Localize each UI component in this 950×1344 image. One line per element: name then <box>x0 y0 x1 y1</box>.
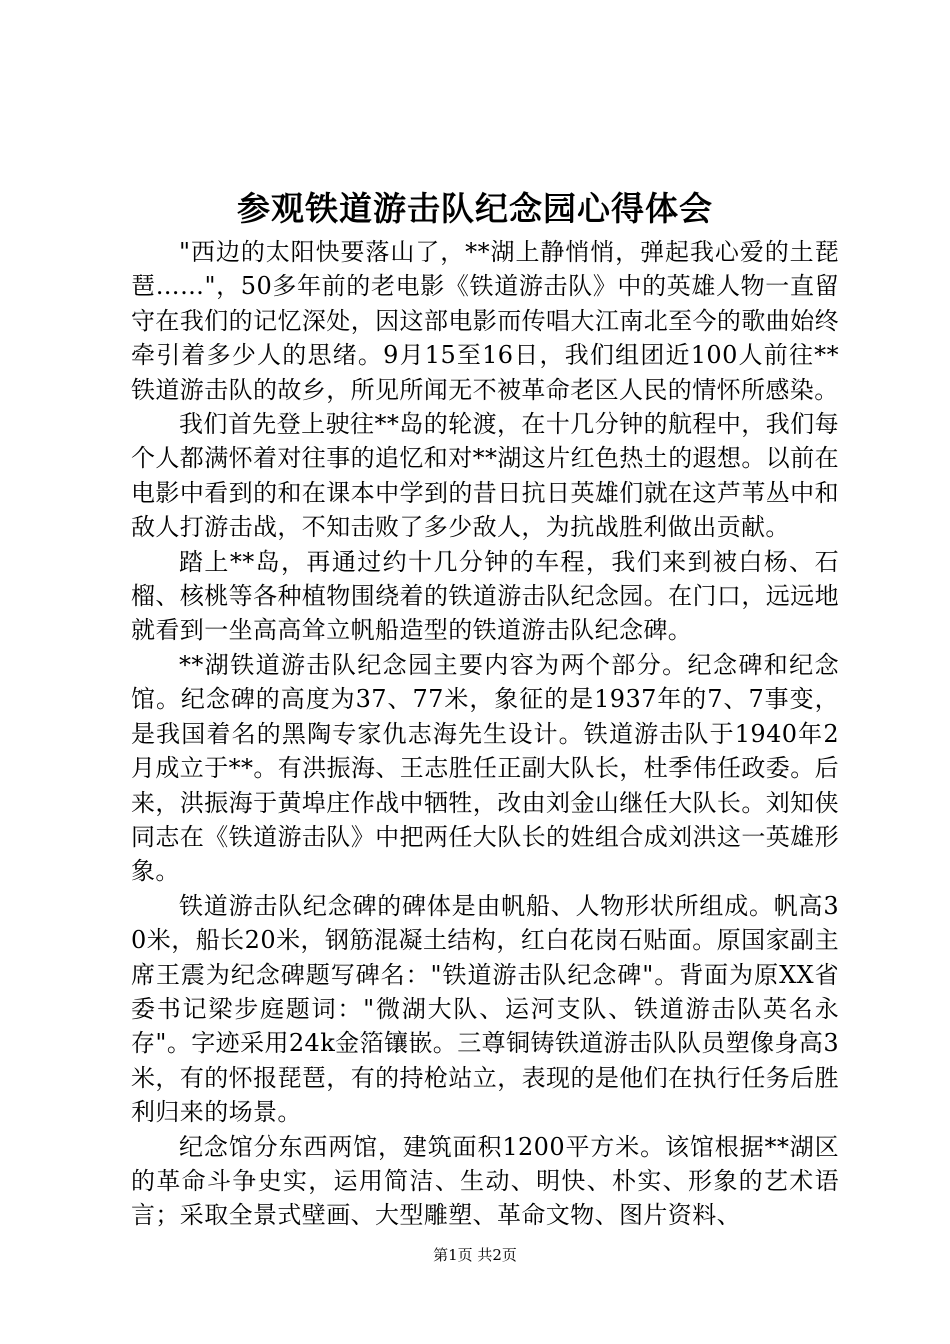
paragraph-5: 铁道游击队纪念碑的碑体是由帆船、人物形状所组成。帆高30米，船长20米，钢筋混凝土结构，红白花岗石贴面。原国家副主席王震为纪念碑题写碑名："铁道游击队纪念碑"。背面为原XX省委书记梁步庭题词："微湖大队、运河支队、铁道游击队英名永存"。字迹采用24k金箔镶嵌。三尊铜铸铁道游击队队员塑像身高3米，有的怀报琵琶，有的持枪站立，表现的是他们在执行任务后胜利归来的场景。 <box>131 891 839 1127</box>
page-number-footer: 第1页 共2页 <box>433 1246 517 1264</box>
paragraph-6: 纪念馆分东西两馆，建筑面积1200平方米。该馆根据**湖区的革命斗争史实，运用简洁、生动、明快、朴实、形象的艺术语言；采取全景式壁画、大型雕塑、革命文物、图片资料、 <box>131 1132 839 1230</box>
document-body <box>131 235 839 1233</box>
paragraph-2: 我们首先登上驶往**岛的轮渡，在十几分钟的航程中，我们每个人都满怀着对往事的追忆和对**湖这片红色热土的遐想。以前在电影中看到的和在课本中学到的昔日抗日英雄们就在这芦苇丛中和敌人打游击战，不知击败了多少敌人，为抗战胜利做出贡献。 <box>131 410 839 542</box>
paragraph-1: "西边的太阳快要落山了，**湖上静悄悄，弹起我心爱的土琵琶……"，50多年前的老电影《铁道游击队》中的英雄人物一直留守在我们的记忆深处，因这部电影而传唱大江南北至今的歌曲始终牵引着多少人的思绪。9月15至16日，我们组团近100人前往**铁道游击队的故乡，所见所闻无不被革命老区人民的情怀所感染。 <box>131 238 839 404</box>
document-title: 参观铁道游击队纪念园心得体会 <box>237 189 713 228</box>
paragraph-3: 踏上**岛，再通过约十几分钟的车程，我们来到被白杨、石榴、核桃等各种植物围绕着的铁道游击队纪念园。在门口，远远地就看到一坐高高耸立帆船造型的铁道游击队纪念碑。 <box>131 547 839 645</box>
paragraph-4: **湖铁道游击队纪念园主要内容为两个部分。纪念碑和纪念馆。纪念碑的高度为37、77米，象征的是1937年的7、7事变，是我国着名的黑陶专家仇志海先生设计。铁道游击队于1940年2月成立于**。有洪振海、王志胜任正副大队长，杜季伟任政委。后来，洪振海于黄埠庄作战中牺牲，改由刘金山继任大队长。刘知侠同志在《铁道游击队》中把两任大队长的姓组合成刘洪这一英雄形象。 <box>131 650 839 886</box>
